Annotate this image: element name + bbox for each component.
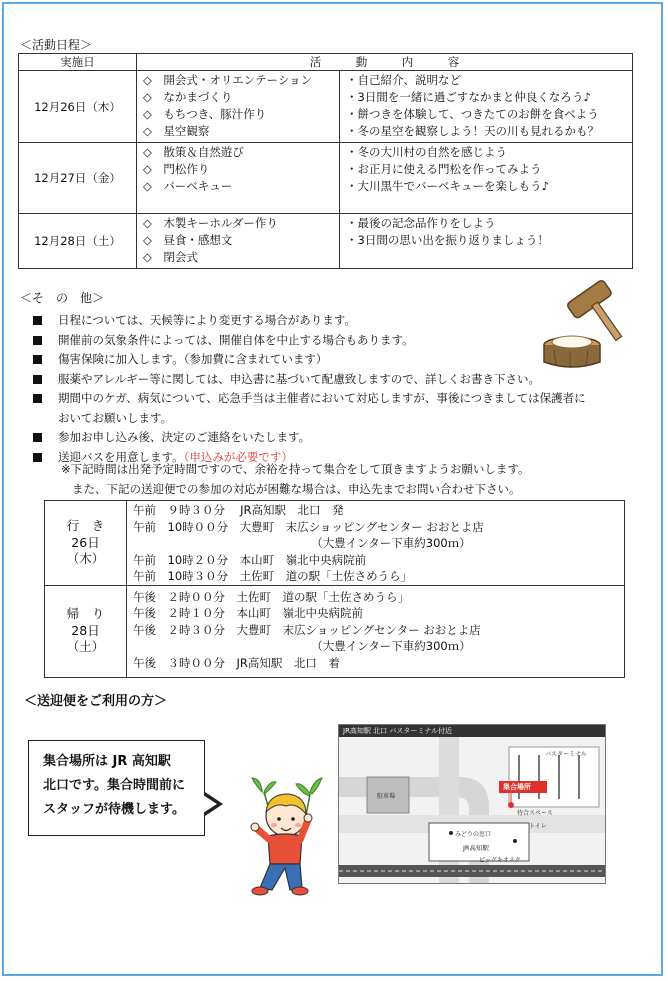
bus-stop-line: 午後 ２時３０分 大豊町 末広ショッピングセンター おおとよ店	[133, 622, 481, 637]
black-square-icon	[33, 453, 42, 462]
meeting-callout	[28, 740, 205, 836]
list-item-text: 服薬やアレルギー等に関しては、申込書に基づいて配慮致しますので、詳しくお書き下さい。	[58, 371, 541, 386]
trip-direction: 行 き	[66, 518, 105, 533]
list-item	[33, 350, 653, 370]
list-item-text: 日程については、天候等により変更する場合があります。	[58, 313, 356, 327]
map-label-meeting-point: 集合場所	[503, 783, 531, 791]
map-label-toilet: トイレ	[529, 823, 547, 830]
activity-list	[137, 143, 340, 214]
trip-weekday: （木）	[66, 551, 105, 566]
bus-stop-line: 午後 ３時００分 JR高知駅 北口 着	[133, 655, 340, 670]
list-item	[33, 311, 653, 331]
table-row	[45, 585, 625, 677]
map-graphic	[339, 737, 606, 884]
activity-item: ◇ もちつき、豚汁作り	[143, 107, 267, 121]
activity-item: ◇ 昼食・感想文	[143, 233, 233, 247]
map-label-station: JR高知駅	[463, 844, 489, 852]
schedule-date: 12月26日（木）	[19, 71, 137, 143]
map-title: JR高知駅 北口 バスターミナル付近	[339, 725, 606, 737]
outbound-label	[45, 501, 127, 586]
black-square-icon	[33, 375, 42, 384]
map-label-kiosk: ピッグキオスク	[479, 857, 521, 864]
activity-note: ・3日間の思い出を振り返りましょう！	[346, 233, 549, 247]
bus-note: また、下記の送迎便での参加の対応が困難な場合は、申込先までお問い合わせ下さい。	[72, 482, 521, 496]
activity-note: ・お正月に使える門松を作ってみよう	[346, 162, 542, 176]
activity-item: ◇ 散策＆自然遊び	[143, 145, 244, 159]
activity-note: ・大川黒牛でバーベキューを楽しもう♪	[346, 179, 549, 193]
bus-stop-line: 午前 10時３０分 土佐町 道の駅「土佐さめうら」	[133, 569, 413, 583]
schedule-table	[18, 53, 633, 269]
activity-note: ・冬の星空を観察しよう！天の川も見れるかも？	[346, 124, 599, 138]
activity-notes	[340, 214, 633, 269]
other-heading: ＜そ の 他＞	[20, 291, 105, 305]
bus-stop-line: （大豊インター下車約300ｍ）	[133, 536, 471, 550]
schedule-row	[19, 143, 633, 214]
outbound-stops	[127, 501, 625, 586]
schedule-heading: ＜活動日程＞	[20, 38, 93, 52]
callout-line: 集合場所は JR 高知駅	[43, 754, 171, 769]
list-item	[33, 428, 653, 448]
black-square-icon	[33, 336, 42, 345]
pickup-heading: ＜送迎便をご利用の方＞	[24, 694, 168, 709]
activity-list	[137, 214, 340, 269]
date-column-header: 実施日	[19, 54, 137, 71]
return-label	[45, 585, 127, 677]
bus-schedule-table	[44, 500, 625, 678]
child-mascot-icon	[230, 772, 330, 902]
activity-note: ・餅つきを体験して、つきたてのお餅を食べよう	[346, 107, 599, 121]
activity-notes	[340, 143, 633, 214]
schedule-date: 12月27日（金）	[19, 143, 137, 214]
activity-notes	[340, 71, 633, 143]
list-item	[33, 331, 653, 351]
black-square-icon	[33, 433, 42, 442]
trip-date: 26日	[71, 534, 100, 550]
activity-note: ・自己紹介、説明など	[346, 73, 461, 87]
activity-note: ・3日間を一緒に過ごすなかまと仲良くなろう♪	[346, 90, 591, 104]
bus-stop-line: （大豊インター下車約300ｍ）	[133, 639, 471, 653]
schedule-row	[19, 214, 633, 269]
activity-list	[137, 71, 340, 143]
black-square-icon	[33, 394, 42, 403]
list-item-text: 傷害保険に加入します。（参加費に含まれています）	[58, 352, 328, 366]
map-label-waiting-space: 待合スペース	[517, 810, 553, 817]
activity-note: ・冬の大川村の自然を感じよう	[346, 145, 507, 159]
activity-column-header: 活 動 内 容	[137, 54, 633, 71]
return-stops	[127, 585, 625, 677]
bus-stop-line: 午前 10時２０分 本山町 嶺北中央病院前	[133, 552, 367, 567]
callout-line: スタッフが待機します。	[43, 802, 185, 817]
list-item	[33, 389, 653, 428]
callout-line: 北口です。集合時間前に	[43, 778, 185, 793]
trip-weekday: （土）	[66, 639, 105, 655]
activity-item: ◇ 開会式・オリエンテーション	[143, 73, 313, 87]
list-item-text: おいてお願いします。	[58, 410, 173, 425]
activity-item: ◇ 星空観察	[143, 124, 210, 138]
black-square-icon	[33, 316, 42, 325]
list-item-text: 開催前の気象条件によっては、開催自体を中止する場合もあります。	[58, 332, 414, 347]
station-map	[338, 724, 606, 884]
callout-tail	[203, 795, 217, 813]
activity-item: ◇ 門松作り	[143, 162, 210, 176]
bus-stop-line: 午前 10時００分 大豊町 末広ショッピングセンター おおとよ店	[133, 519, 484, 534]
activity-item: ◇ なかまづくり	[143, 90, 233, 104]
activity-item: ◇ バーベキュー	[143, 179, 233, 193]
bus-stop-line: 午後 ２時００分 土佐町 道の駅「土佐さめうら」	[133, 589, 409, 604]
map-label-bus-terminal: バスターミナル	[545, 751, 587, 758]
activity-item: ◇ 閉会式	[143, 250, 198, 264]
map-label-parking: 駐車場	[377, 793, 396, 800]
other-list	[33, 311, 653, 467]
list-item-text: 参加お申し込み後、決定のご連絡をいたします。	[58, 430, 311, 444]
activity-item: ◇ 木製キーホルダー作り	[143, 216, 278, 230]
trip-date: 28日	[71, 622, 100, 638]
table-row	[45, 501, 625, 586]
trip-direction: 帰 り	[66, 606, 105, 622]
map-label-green-gate: みどりの窓口	[455, 831, 492, 838]
required-note: （申込みが必要です）	[183, 449, 293, 464]
list-item-text: 期間中のケガ、病気について、応急手当は主催者において対応しますが、事後につきましては保護者に	[58, 391, 586, 405]
activity-note: ・最後の記念品作りをしよう	[346, 216, 496, 230]
bus-note: ※下記時間は出発予定時間ですので、余裕を持って集合をして頂きますようお願いします。	[61, 462, 530, 476]
bus-stop-line: 午後 ２時１０分 本山町 嶺北中央病院前	[133, 606, 363, 620]
schedule-date: 12月28日（土）	[19, 214, 137, 269]
list-item	[33, 370, 653, 390]
list-item-text: 送迎バスを用意します。	[58, 449, 184, 464]
black-square-icon	[33, 355, 42, 364]
bus-stop-line: 午前 ９時３０分 JR高知駅 北口 発	[133, 503, 344, 517]
schedule-row	[19, 71, 633, 143]
